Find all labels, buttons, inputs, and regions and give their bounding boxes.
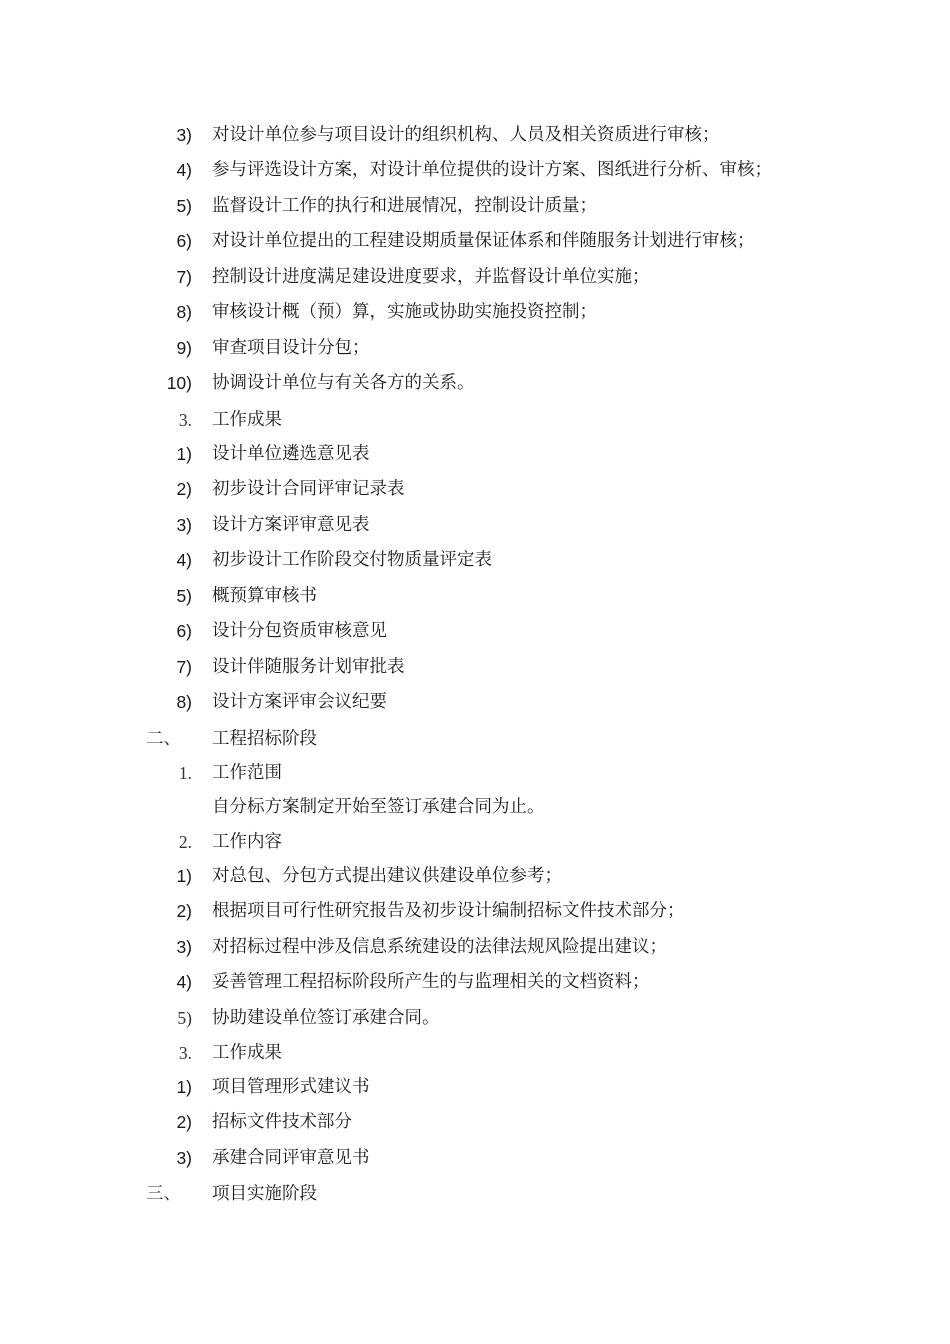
list-text: 根据项目可行性研究报告及初步设计编制招标文件技术部分； [212, 901, 685, 921]
list-number: 1) [176, 866, 192, 886]
subsection-number: 1. [178, 763, 192, 783]
list-text: 审核设计概（预）算，实施或协助实施投资控制； [212, 302, 597, 322]
list-number: 10) [166, 373, 192, 393]
list-text: 初步设计合同评审记录表 [212, 479, 405, 499]
paragraph-text: 自分标方案制定开始至签订承建合同为止。 [212, 797, 545, 817]
list-number: 2) [176, 479, 192, 499]
list-number: 4) [176, 972, 192, 992]
list-number: 4) [176, 550, 192, 570]
list-text: 初步设计工作阶段交付物质量评定表 [212, 550, 492, 570]
list-number: 3) [176, 937, 192, 957]
list-text: 概预算审核书 [212, 586, 317, 606]
list-text: 设计方案评审意见表 [212, 515, 370, 535]
list-number: 5) [176, 586, 192, 606]
list-number: 8) [176, 692, 192, 712]
list-number: 1) [176, 444, 192, 464]
section-title: 工程招标阶段 [212, 729, 317, 749]
subsection-title: 工作内容 [212, 832, 282, 852]
list-text: 承建合同评审意见书 [212, 1148, 370, 1168]
subsection-number: 3. [178, 410, 192, 430]
list-text: 对招标过程中涉及信息系统建设的法律法规风险提出建议； [212, 937, 667, 957]
subsection-title: 工作范围 [212, 763, 282, 783]
list-text: 设计方案评审会议纪要 [212, 692, 387, 712]
list-text: 参与评选设计方案，对设计单位提供的设计方案、图纸进行分析、审核； [212, 160, 772, 180]
list-text: 对总包、分包方式提出建议供建设单位参考； [212, 866, 562, 886]
section-number: 三、 [146, 1184, 181, 1204]
list-number: 6) [176, 231, 192, 251]
list-text: 对设计单位参与项目设计的组织机构、人员及相关资质进行审核； [212, 125, 720, 145]
list-text: 设计伴随服务计划审批表 [212, 657, 405, 677]
subsection-title: 工作成果 [212, 1043, 282, 1063]
list-text: 妥善管理工程招标阶段所产生的与监理相关的文档资料； [212, 972, 650, 992]
section-title: 项目实施阶段 [212, 1184, 317, 1204]
subsection-number: 3. [178, 1043, 192, 1063]
list-number: 9) [176, 338, 192, 358]
list-number: 3) [176, 125, 192, 145]
subsection-number: 2. [178, 832, 192, 852]
list-number: 1) [176, 1077, 192, 1097]
list-text: 对设计单位提出的工程建设期质量保证体系和伴随服务计划进行审核； [212, 231, 755, 251]
list-number: 7) [176, 657, 192, 677]
list-text: 设计单位遴选意见表 [212, 444, 370, 464]
list-number: 7) [176, 267, 192, 287]
list-number: 3) [176, 1148, 192, 1168]
list-number: 6) [176, 621, 192, 641]
list-text: 项目管理形式建议书 [212, 1077, 370, 1097]
list-number: 4) [176, 160, 192, 180]
subsection-title: 工作成果 [212, 410, 282, 430]
list-text: 审查项目设计分包； [212, 338, 370, 358]
list-number: 5) [177, 1008, 192, 1028]
list-text: 招标文件技术部分 [212, 1112, 352, 1132]
list-text: 设计分包资质审核意见 [212, 621, 387, 641]
list-number: 8) [176, 302, 192, 322]
section-number: 二、 [146, 729, 181, 749]
list-text: 协助建设单位签订承建合同。 [212, 1008, 440, 1028]
list-number: 2) [176, 1112, 192, 1132]
list-text: 协调设计单位与有关各方的关系。 [212, 373, 475, 393]
list-number: 5) [176, 196, 192, 216]
list-number: 3) [176, 515, 192, 535]
list-text: 控制设计进度满足建设进度要求，并监督设计单位实施； [212, 267, 650, 287]
list-text: 监督设计工作的执行和进展情况，控制设计质量； [212, 196, 597, 216]
list-number: 2) [176, 901, 192, 921]
